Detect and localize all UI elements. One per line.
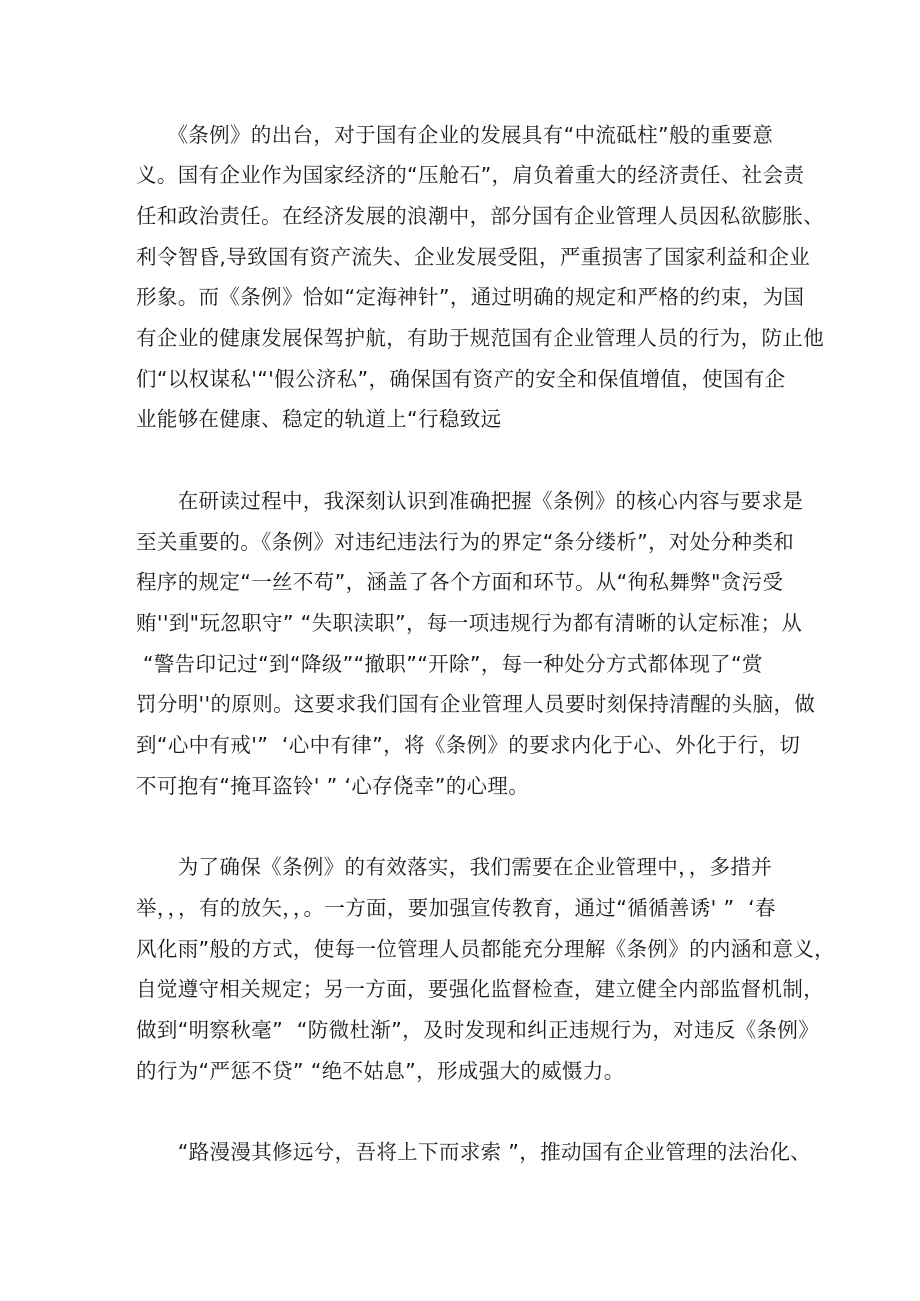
paragraph-3-line-4: 自觉遵守相关规定；另一方面，要强化监督检查，建立健全内部监督机制， <box>136 977 825 1001</box>
paragraph-3-line-1: 为了确保《条例》的有效落实，我们需要在企业管理中，，多措并 <box>136 855 773 879</box>
paragraph-3-line-2: 举，，，有的放矢，，。一方面，要加强宣传教育，通过“循循善诱' ” ‘春 <box>136 896 776 920</box>
paragraph-2-line-7: 到“心中有戒'” ‘心中有律”，将《条例》的要求内化于心、外化于行，切 <box>136 733 801 757</box>
paragraph-3-line-6: 的行为“严惩不贷” “绝不姑息”，形成强大的威慑力。 <box>136 1059 625 1083</box>
paragraph-4-line-1: “路漫漫其修远兮，吾将上下而求索 ”，推动国有企业管理的法治化、 <box>136 1140 812 1164</box>
paragraph-3-line-3: 风化雨”般的方式，使每一位管理人员都能充分理解《条例》的内涵和意义， <box>136 937 836 961</box>
paragraph-2-line-2: 至关重要的。《条例》对违纪违法行为的界定“条分缕析”，对处分种类和 <box>136 530 795 554</box>
paragraph-1-line-6: 有企业的健康发展保驾护航，有助于规范国有企业管理人员的行为，防止他 <box>136 326 825 350</box>
paragraph-1-line-7: 们“以权谋私'“'假公济私”，确保国有资产的安全和保值增值，使国有企 <box>136 367 786 391</box>
paragraph-1-line-3: 任和政治责任。在经济发展的浪潮中，部分国有企业管理人员因私欲膨胀、 <box>136 204 825 228</box>
paragraph-1-line-8: 业能够在健康、稳定的轨道上“行稳致远 <box>136 407 502 431</box>
paragraph-2-line-4: 贿''到"玩忽职守” “失职渎职”，每一项违规行为都有清晰的认定标准；从 <box>136 611 803 635</box>
paragraph-2-line-5: “警告印记过“到“降级”“撤职”“开除”，每一种处分方式都体现了“赏 <box>136 652 763 676</box>
paragraph-1-line-1: 《条例》的出台，对于国有企业的发展具有“中流砥柱”般的重要意 <box>136 123 774 147</box>
paragraph-1-line-5: 形象。而《条例》恰如“定海神针”，通过明确的规定和严格的约束，为国 <box>136 285 805 309</box>
paragraph-1-line-2: 义。国有企业作为国家经济的“压舱石”，肩负着重大的经济责任、社会责 <box>136 163 805 187</box>
paragraph-3-line-5: 做到“明察秋毫” “防微杜渐”，及时发现和纠正违规行为，对违反《条例》 <box>136 1018 820 1042</box>
paragraph-1-line-4: 利令智昏,导致国有资产流失、企业发展受阻，严重损害了国家利益和企业 <box>136 245 811 269</box>
paragraph-2-line-6: 罚分明''的原则。这要求我们国有企业管理人员要时刻保持清醒的头脑，做 <box>136 692 816 716</box>
paragraph-2-line-3: 程序的规定“一丝不苟”，涵盖了各个方面和环节。从“徇私舞弊"贪污受 <box>136 570 784 594</box>
paragraph-2-line-1: 在研读过程中，我深刻认识到准确把握《条例》的核心内容与要求是 <box>136 489 804 513</box>
paragraph-2-line-8: 不可抱有“掩耳盗铃' ” ‘心存侥幸”的心理。 <box>136 774 530 798</box>
